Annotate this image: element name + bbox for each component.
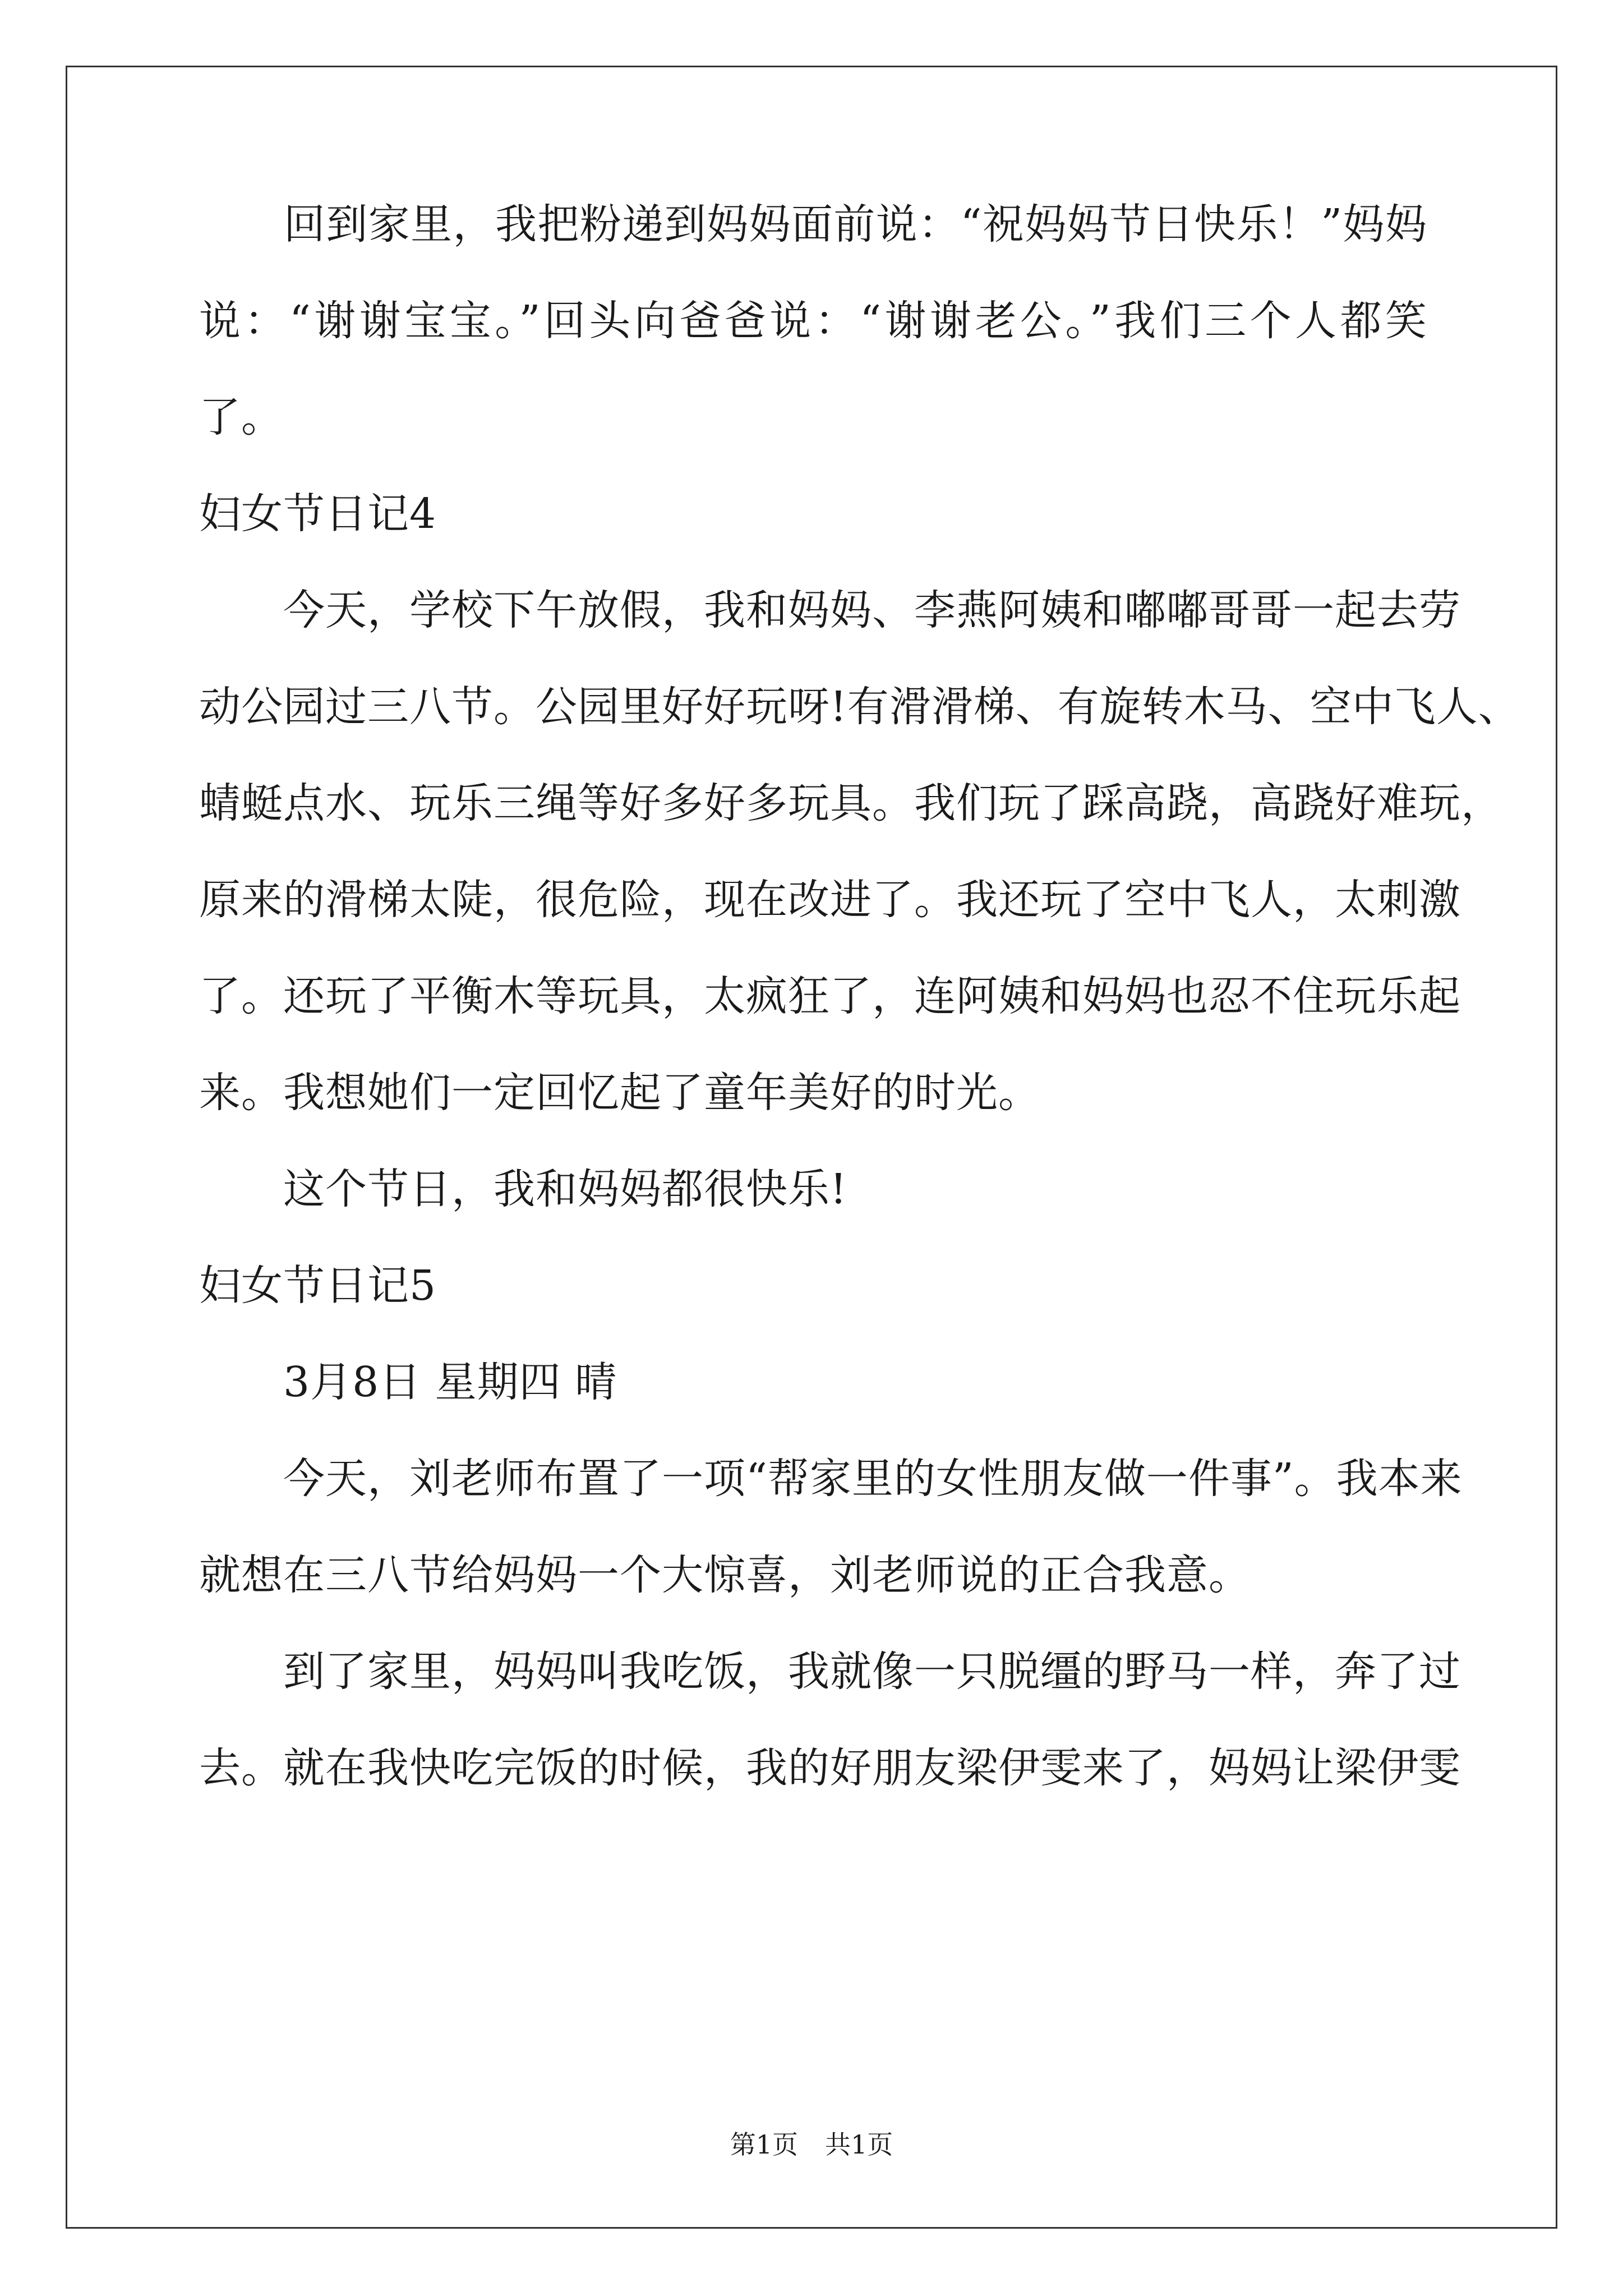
- paragraph-line: 说：“谢谢宝宝。”回头向爸爸说：“谢谢老公。”我们三个人都笑: [199, 297, 1427, 345]
- page-total: 共1页: [825, 2129, 893, 2160]
- page-footer: [0, 2128, 1623, 2161]
- paragraph-line: 到了家里，妈妈叫我吃饭，我就像一只脱缰的野马一样，奔了过: [199, 1648, 1461, 1696]
- section-heading: 妇女节日记4: [199, 490, 437, 538]
- paragraph-line: 就想在三八节给妈妈一个大惊喜，刘老师说的正合我意。: [199, 1551, 1251, 1599]
- paragraph-line: 原来的滑梯太陡，很危险，现在改进了。我还玩了空中飞人，太刺激: [199, 876, 1461, 924]
- paragraph-line: 蜻蜓点水、玩乐三绳等好多好多玩具。我们玩了踩高跷，高跷好难玩，: [199, 779, 1503, 827]
- page-number: 第1页: [730, 2129, 798, 2160]
- paragraph-line: 了。还玩了平衡木等玩具，太疯狂了，连阿姨和妈妈也忍不住玩乐起: [199, 972, 1461, 1020]
- section-heading: 妇女节日记5: [199, 1262, 437, 1310]
- paragraph-line: 回到家里，我把粉递到妈妈面前说：“祝妈妈节日快乐！”妈妈: [199, 200, 1427, 249]
- paragraph-line: 今天，学校下午放假，我和妈妈、李燕阿姨和嘟嘟哥哥一起去劳: [199, 586, 1461, 634]
- page-border: [66, 66, 1557, 2229]
- paragraph-line: 这个节日，我和妈妈都很快乐!: [199, 1165, 847, 1213]
- paragraph-line: 了。: [199, 393, 283, 441]
- paragraph-line: 去。就在我快吃完饭的时候，我的好朋友梁伊雯来了，妈妈让梁伊雯: [199, 1744, 1461, 1792]
- date-line: 3月8日 星期四 晴: [199, 1358, 617, 1406]
- paragraph-line: 动公园过三八节。公园里好好玩呀!有滑滑梯、有旋转木马、空中飞人、: [199, 683, 1520, 731]
- paragraph-line: 来。我想她们一定回忆起了童年美好的时光。: [199, 1069, 1040, 1117]
- paragraph-line: 今天，刘老师布置了一项“帮家里的女性朋友做一件事”。我本来: [199, 1455, 1463, 1503]
